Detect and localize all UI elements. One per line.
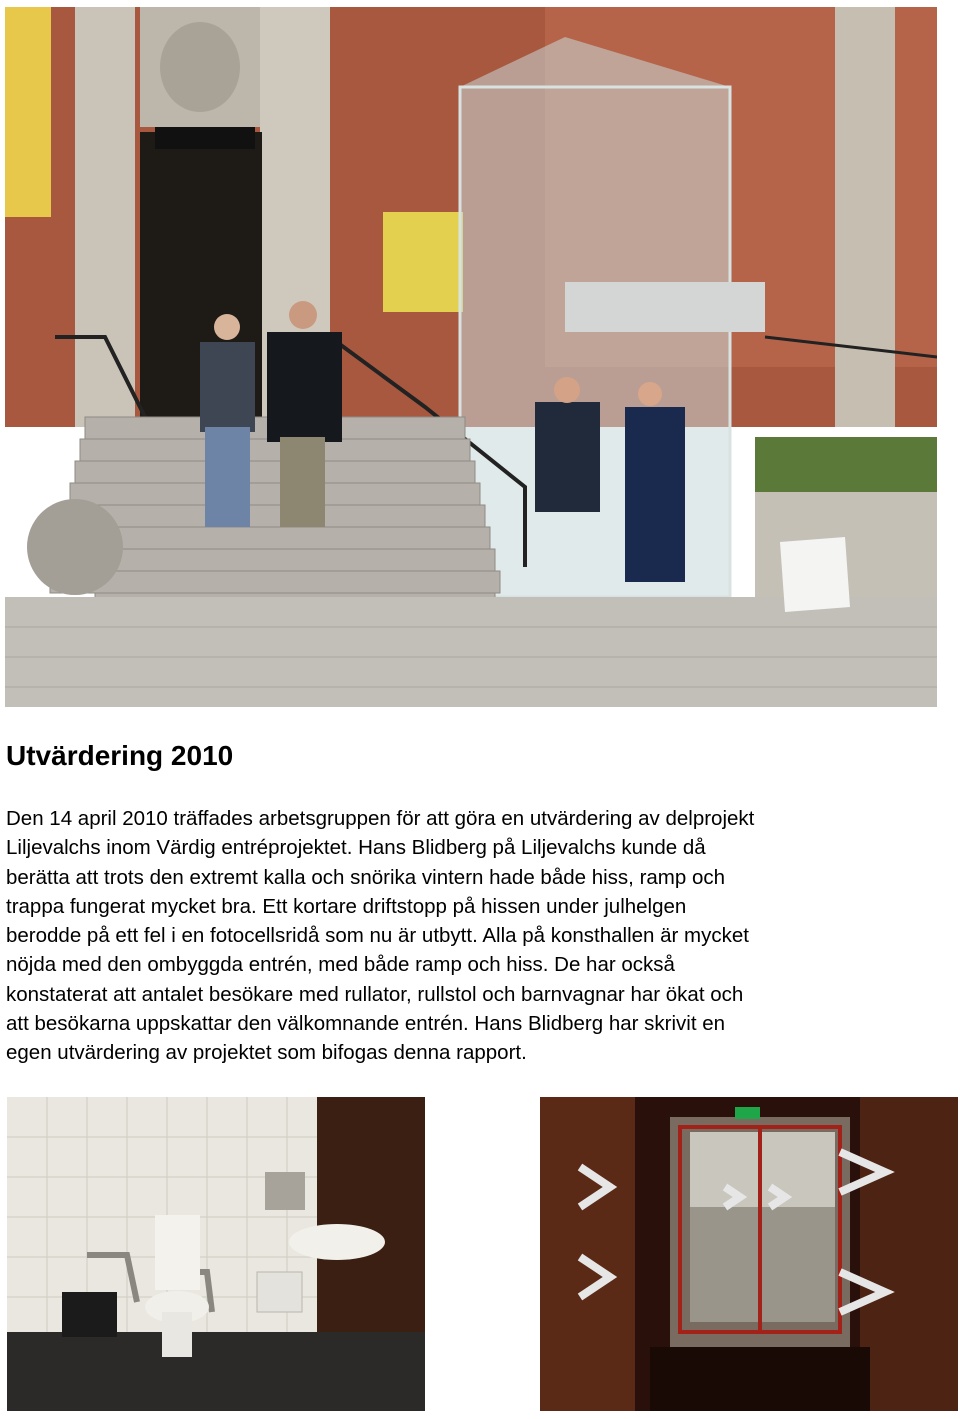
paragraph-line: egen utvärdering av projektet som bifogas denna rapport. <box>6 1041 527 1065</box>
entrance-stairs-lift-photo <box>5 7 937 707</box>
paragraph-line: att besökarna uppskattar den välkomnande entrén. Hans Blidberg har skrivit en <box>6 1012 726 1036</box>
paragraph-line: Den 14 april 2010 träffades arbetsgruppen för att göra en utvärdering av delprojekt <box>6 807 755 830</box>
paragraph-line: berätta att trots den extremt kalla och snörika vintern hade både hiss, ramp och <box>6 865 726 889</box>
evaluation-paragraph <box>6 804 946 1068</box>
section-heading: Utvärdering 2010 <box>6 740 234 771</box>
paragraph-line: nöjda med den ombyggda entrén, med både ramp och hiss. De har också <box>6 953 675 977</box>
paragraph-line: berodde på ett fel i en fotocellsridå som nu är utbytt. Alla på konsthallen är mycket <box>6 924 749 948</box>
entrance-doors-photo <box>540 1097 958 1411</box>
paragraph-line: trappa fungerat mycket bra. Ett kortare driftstopp på hissen under julhelgen <box>6 894 687 918</box>
paragraph-line: Liljevalchs inom Värdig entréprojektet. Hans Blidberg på Liljevalchs kunde då <box>6 836 706 860</box>
accessible-toilet-photo <box>7 1097 425 1411</box>
paragraph-line: konstaterat att antalet besökare med rullator, rullstol och barnvagnar har ökat och <box>6 982 744 1006</box>
